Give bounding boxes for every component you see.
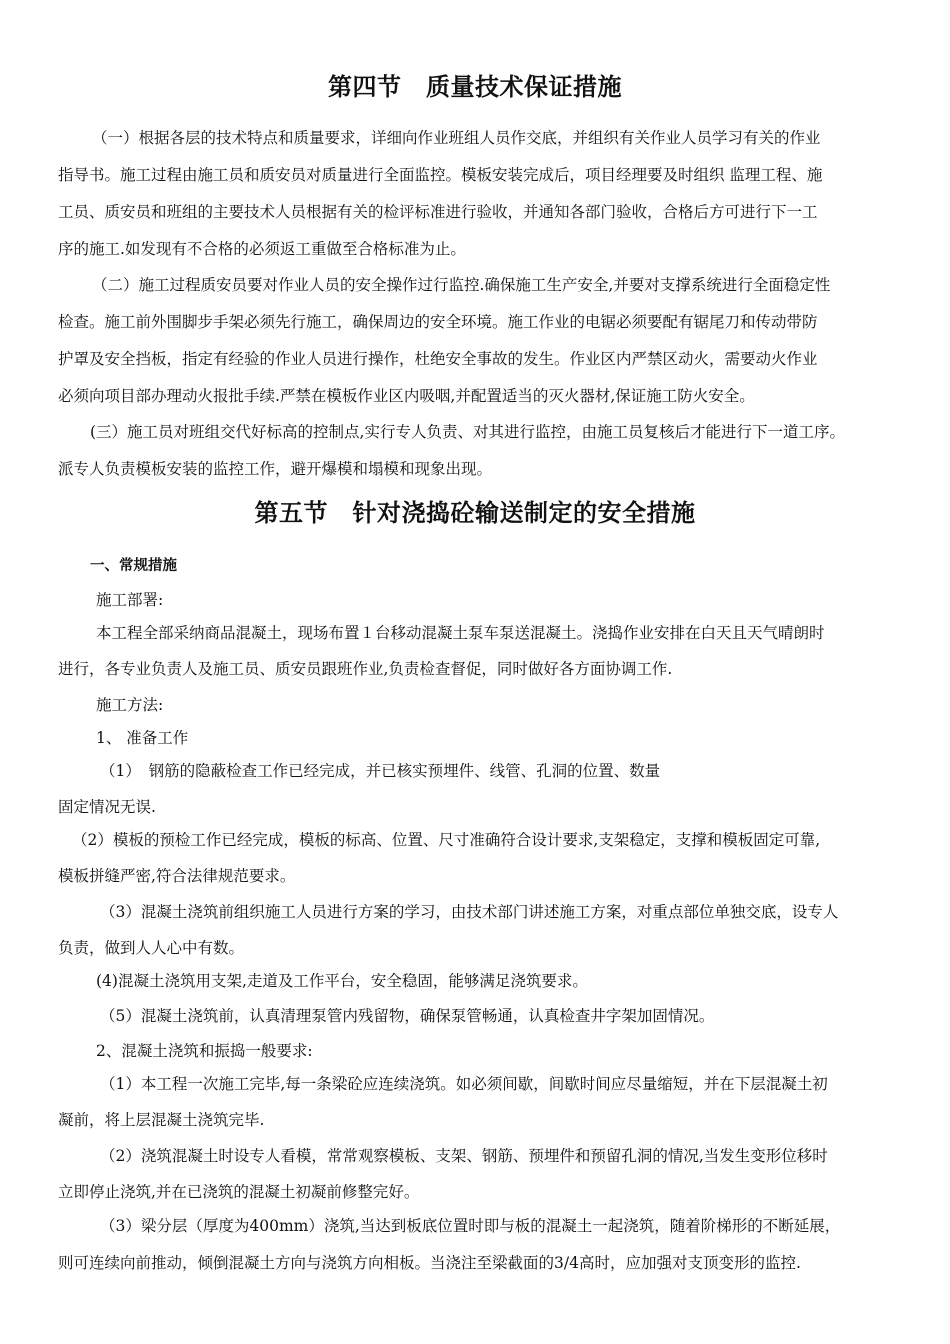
text-line: 序的施工.如发现有不合格的必须返工重做至合格标准为止。: [58, 240, 466, 258]
step-1-heading: 1、 准备工作: [96, 729, 189, 747]
text-line: 凝前，将上层混凝土浇筑完毕.: [58, 1111, 265, 1129]
text-line: （二）施工过程质安员要对作业人员的安全操作过行监控.确保施工生产安全,并要对支撑系统进行全面稳定性: [92, 276, 831, 294]
text-line: 指导书。施工过程由施工员和质安员对质量进行全面监控。模板安装完成后，项目经理要及时组织 监理工程、施: [58, 166, 823, 184]
text-line: （2）浇筑混凝土时设专人看模，常常观察模板、支架、钢筋、预埋件和预留孔洞的情况,当发生变形位移时: [100, 1147, 828, 1165]
text-line: 派专人负责模板安装的监控工作，避开爆模和塌模和现象出现。: [58, 460, 493, 478]
text-line: 固定情况无误.: [58, 798, 156, 816]
text-line: 必须向项目部办理动火报批手续.严禁在模板作业区内吸咽,并配置适当的灭火器材,保证施工防火安全。: [58, 387, 755, 405]
text-line: （1） 钢筋的隐蔽检查工作已经完成，并已核实预埋件、线管、孔洞的位置、数量: [100, 762, 661, 780]
text-line: 本工程全部采纳商品混凝土，现场布置１台移动混凝土泵车泵送混凝土。浇捣作业安排在白天且天气晴朗时: [96, 624, 825, 642]
text-line: （1）本工程一次施工完毕,每一条梁砼应连续浇筑。如必须间歇，间歇时间应尽量缩短，并在下层混凝土初: [100, 1075, 828, 1093]
section-4-title: 第四节 质量技术保证措施: [328, 73, 622, 101]
deploy-label: 施工部署:: [96, 591, 164, 609]
text-line: 则可连续向前推动，倾倒混凝土方向与浇筑方向相板。当浇注至梁截面的3/4高时，应加强对支顶变形的监控.: [58, 1254, 801, 1272]
text-line: 立即停止浇筑,并在已浇筑的混凝土初凝前修整完好。: [58, 1183, 420, 1201]
text-line: 检查。施工前外围脚步手架必须先行施工，确保周边的安全环境。施工作业的电锯必须要配有锯尾刀和传动带防: [58, 313, 818, 331]
item-1-4: (4)混凝土浇筑用支架,走道及工作平台，安全稳固，能够满足浇筑要求。: [96, 972, 588, 990]
text-line: (三）施工员对班组交代好标高的控制点,实行专人负责、对其进行监控，由施工员复核后才能进行下一道工序。: [90, 423, 845, 441]
step-2-heading: 2、混凝土浇筑和振捣一般要求:: [96, 1042, 313, 1060]
text-line: 负责，做到人人心中有数。: [58, 939, 245, 957]
text-line: 工员、质安员和班组的主要技术人员根据有关的检评标准进行验收，并通知各部门验收，合格后方可进行下一工: [58, 203, 818, 221]
text-line: 模板拼缝严密,符合法律规范要求。: [58, 867, 296, 885]
text-line: （2）模板的预检工作已经完成，模板的标高、位置、尺寸准确符合设计要求,支架稳定，支撑和模板固定可靠,: [72, 831, 821, 849]
method-label: 施工方法:: [96, 696, 164, 714]
subheading-general-measures: 一、常规措施: [90, 558, 177, 574]
section-5-title: 第五节 针对浇捣砼输送制定的安全措施: [254, 499, 696, 527]
text-line: 进行，各专业负责人及施工员、质安员跟班作业,负责检查督促，同时做好各方面协调工作.: [58, 660, 673, 678]
text-line: 护罩及安全挡板，指定有经验的作业人员进行操作，杜绝安全事故的发生。作业区内严禁区动火，需要动火作业: [58, 350, 818, 368]
item-1-5: （5）混凝土浇筑前，认真清理泵管内残留物，确保泵管畅通，认真检查井字架加固情况。: [100, 1007, 715, 1025]
text-line: （3）混凝土浇筑前组织施工人员进行方案的学习，由技术部门讲述施工方案，对重点部位单独交底，设专人: [100, 903, 839, 921]
text-line: （3）梁分层（厚度为400mm）浇筑,当达到板底位置时即与板的混凝土一起浇筑，随着阶梯形的不断延展，: [100, 1217, 841, 1235]
text-line: （一）根据各层的技术特点和质量要求，详细向作业班组人员作交底，并组织有关作业人员学习有关的作业: [92, 129, 821, 147]
